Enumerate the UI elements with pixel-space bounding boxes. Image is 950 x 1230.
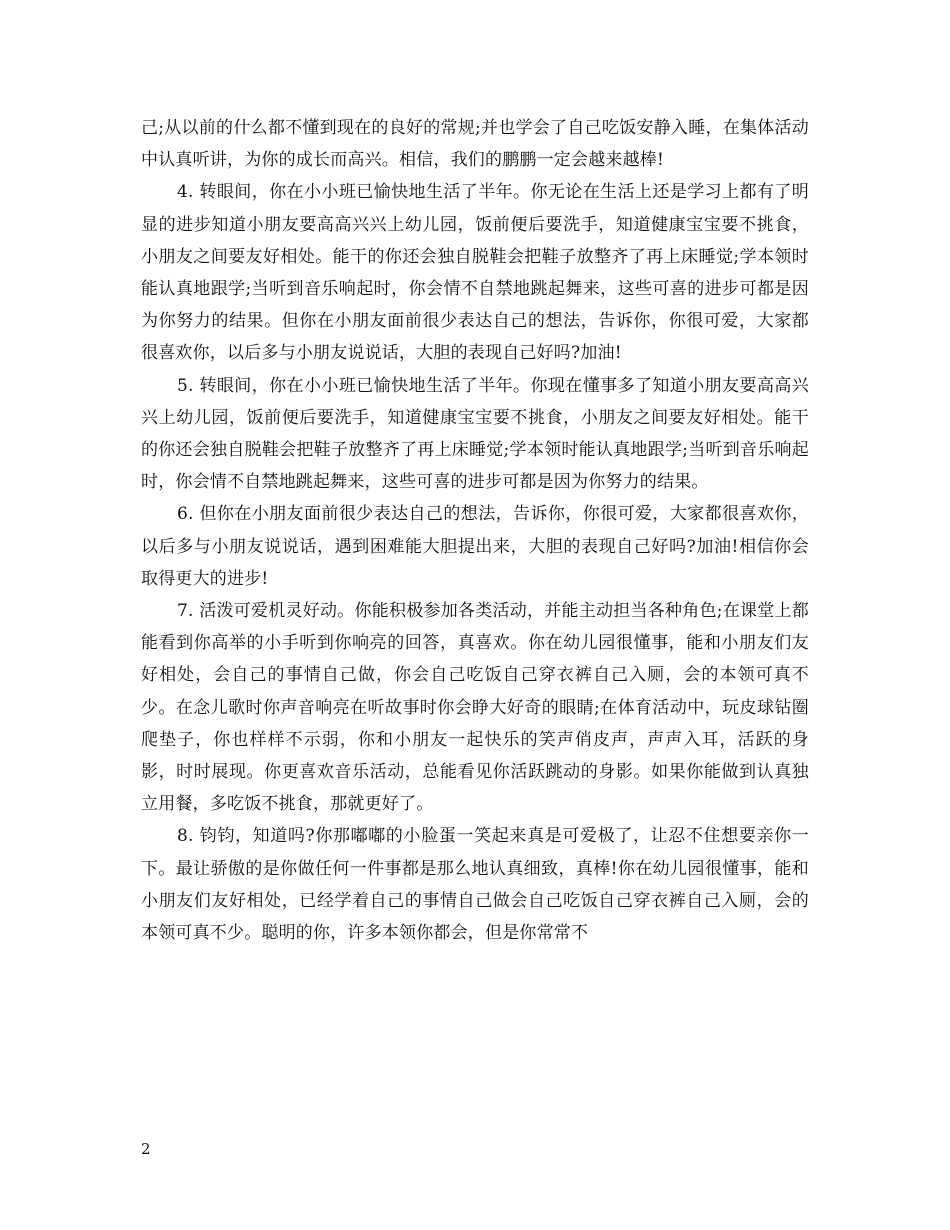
paragraph-item-6: 6. 但你在小朋友面前很少表达自己的想法，告诉你，你很可爱，大家都很喜欢你，以后多与小朋友说说话，遇到困难能大胆提出来，大胆的表现自己好吗?加油!相信你会取得更大的进步! (141, 504, 809, 589)
paragraph-item-7: 7. 活泼可爱机灵好动。你能积极参加各类活动，并能主动担当各种角色;在课堂上都能看到你高举的小手听到你响亮的回答，真喜欢。你在幼儿园很懂事，能和小朋友们友好相处，会自己的事情自己做，你会自己吃饭自己穿衣裤自己入厕，会的本领可真不少。在念儿歌时你声音响亮在听故事时你会睁大好奇的眼睛;在体育活动中，玩皮球钻圈爬垫子，你也样样不示弱，你和小朋友一起快乐的笑声俏皮声，声声入耳，活跃的身影，时时展现。你更喜欢音乐活动，总能看见你活跃跳动的身影。如果你能做到认真独立用餐，多吃饭不挑食，那就更好了。 (141, 601, 809, 815)
document-page (141, 112, 809, 949)
paragraph-item-8: 8. 钧钧，知道吗?你那嘟嘟的小脸蛋一笑起来真是可爱极了，让忍不住想要亲你一下。最让骄傲的是你做任何一件事都是那么地认真细致，真棒!你在幼儿园很懂事，能和小朋友们友好相处，已经学着自己的事情自己做会自己吃饭自己穿衣裤自己入厕，会的本领可真不少。聪明的你，许多本领你都会，但是你常常不 (141, 826, 809, 944)
paragraph-item-5: 5. 转眼间，你在小小班已愉快地生活了半年。你现在懂事多了知道小朋友要高高兴兴上幼儿园，饭前便后要洗手，知道健康宝宝要不挑食，小朋友之间要友好相处。能干的你还会独自脱鞋会把鞋子放整齐了再上床睡觉;学本领时能认真地跟学;当听到音乐响起时，你会情不自禁地跳起舞来，这些可喜的进步可都是因为你努力的结果。 (141, 375, 809, 493)
paragraph-item-4: 4. 转眼间，你在小小班已愉快地生活了半年。你无论在生活上还是学习上都有了明显的进步知道小朋友要高高兴兴上幼儿园，饭前便后要洗手，知道健康宝宝要不挑食，小朋友之间要友好相处。能干的你还会独自脱鞋会把鞋子放整齐了再上床睡觉;学本领时能认真地跟学;当听到音乐响起时，你会情不自禁地跳起舞来，这些可喜的进步可都是因为你努力的结果。但你在小朋友面前很少表达自己的想法，告诉你，你很可爱，大家都很喜欢你，以后多与小朋友说说话，大胆的表现自己好吗?加油! (141, 182, 809, 364)
paragraph-continuation: 己;从以前的什么都不懂到现在的良好的常规;并也学会了自己吃饭安静入睡，在集体活动中认真听讲，为你的成长而高兴。相信，我们的鹏鹏一定会越来越棒! (141, 118, 809, 171)
page-number: 2 (141, 1140, 151, 1158)
